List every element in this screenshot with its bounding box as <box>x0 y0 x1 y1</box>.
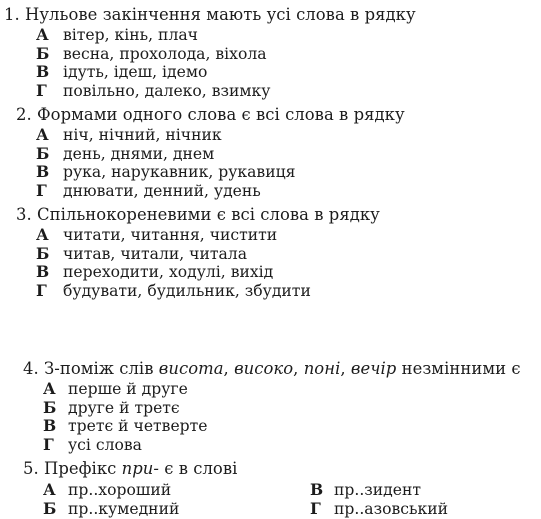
option-letter: Г <box>36 280 47 300</box>
option-text: весна, прохолода, віхола <box>63 44 267 63</box>
option-text: переходити, ходулі, вихід <box>63 263 274 282</box>
question-1-options <box>0 26 541 100</box>
option-letter: Г <box>36 80 47 100</box>
option-a[interactable] <box>0 226 541 245</box>
option-text: друге й третє <box>68 398 180 417</box>
question-text <box>44 359 521 378</box>
option-h[interactable] <box>0 182 541 201</box>
option-letter: В <box>36 62 50 82</box>
question-2-options <box>0 126 541 200</box>
question-text: Спільнокореневими є всі слова в рядку <box>37 205 380 224</box>
option-text: рука, нарукавник, рукавиця <box>63 163 296 182</box>
question-text-part: незмінними є <box>396 359 521 378</box>
option-v[interactable] <box>0 263 541 282</box>
option-text: пр..хороший <box>68 481 172 499</box>
question-text-part: , <box>293 359 304 378</box>
option-v[interactable] <box>0 163 541 182</box>
question-5 <box>0 459 541 519</box>
option-v[interactable] <box>280 481 540 500</box>
question-4 <box>0 359 541 454</box>
question-1-stem <box>0 5 541 24</box>
question-3-stem <box>0 205 541 224</box>
question-number: 4. <box>23 359 39 378</box>
question-2-stem <box>0 105 541 124</box>
question-number: 2. <box>16 105 32 124</box>
option-text: пр..кумедний <box>68 500 180 518</box>
option-b[interactable] <box>0 399 541 418</box>
question-1 <box>0 5 541 100</box>
question-5-stem <box>0 459 541 478</box>
question-text: Формами одного слова є всі слова в рядку <box>37 105 405 124</box>
question-4-stem <box>0 359 541 378</box>
option-letter: Б <box>43 499 57 518</box>
option-text: ідуть, ідеш, ідемо <box>63 63 208 82</box>
option-text: будувати, будильник, збудити <box>63 281 311 300</box>
option-text: пр..зидент <box>334 481 422 499</box>
question-2 <box>0 105 541 200</box>
option-letter: А <box>36 125 49 144</box>
option-letter: Г <box>43 434 54 454</box>
option-a[interactable] <box>0 380 541 399</box>
option-b[interactable] <box>0 145 541 164</box>
question-word-italic: вечір <box>350 359 397 378</box>
question-text <box>44 459 237 478</box>
option-letter: Б <box>36 243 50 263</box>
option-v[interactable] <box>0 63 541 82</box>
question-word-italic: поні <box>303 359 341 378</box>
option-letter: Г <box>36 180 47 200</box>
question-number: 5. <box>23 459 39 478</box>
option-v[interactable] <box>0 417 541 436</box>
option-letter: А <box>43 379 56 398</box>
option-text: вітер, кінь, плач <box>63 26 198 44</box>
option-a[interactable] <box>0 26 541 45</box>
option-letter: В <box>36 262 50 282</box>
option-text: пр..азовський <box>334 500 449 518</box>
option-text: третє й четверте <box>68 417 208 436</box>
question-word-italic: високо <box>234 359 294 378</box>
question-text-part: , <box>340 359 351 378</box>
question-word-italic: висота <box>158 359 224 378</box>
option-letter: А <box>36 25 49 44</box>
option-letter: В <box>43 416 57 436</box>
option-text: повільно, далеко, взимку <box>63 81 271 100</box>
option-text: перше й друге <box>68 380 188 398</box>
question-text: Нульове закінчення мають усі слова в рядку <box>25 5 416 24</box>
option-text: ніч, нічний, нічник <box>63 126 222 144</box>
option-b[interactable] <box>0 500 280 519</box>
option-b[interactable] <box>0 245 541 264</box>
option-text: читав, читали, читала <box>63 244 247 263</box>
option-text: день, днями, днем <box>63 144 215 163</box>
option-b[interactable] <box>0 45 541 64</box>
option-text: читати, читання, чистити <box>63 226 278 244</box>
option-letter: В <box>36 162 50 182</box>
question-text-part: Префікс <box>44 459 122 478</box>
option-h[interactable] <box>0 282 541 301</box>
option-letter: Б <box>36 143 50 163</box>
option-text: усі слова <box>68 435 142 454</box>
option-letter: А <box>36 225 49 244</box>
question-word-italic: при- <box>121 459 159 478</box>
option-letter: А <box>43 480 56 499</box>
option-a[interactable] <box>0 481 280 500</box>
option-text: днювати, денний, удень <box>63 181 261 200</box>
question-number: 3. <box>16 205 32 224</box>
option-letter: Б <box>43 397 57 417</box>
question-text-part: є в слові <box>158 459 238 478</box>
question-number: 1. <box>4 5 20 24</box>
option-letter: В <box>310 480 324 499</box>
question-3-options <box>0 226 541 300</box>
option-h[interactable] <box>0 82 541 101</box>
option-h[interactable] <box>0 436 541 455</box>
question-5-options <box>0 481 541 519</box>
question-4-options <box>0 380 541 454</box>
question-3 <box>0 205 541 300</box>
option-letter: Б <box>36 43 50 63</box>
option-letter: Г <box>310 499 321 518</box>
question-text-part: З-поміж слів <box>44 359 159 378</box>
question-text-part: , <box>223 359 235 378</box>
option-h[interactable] <box>280 500 540 519</box>
option-a[interactable] <box>0 126 541 145</box>
